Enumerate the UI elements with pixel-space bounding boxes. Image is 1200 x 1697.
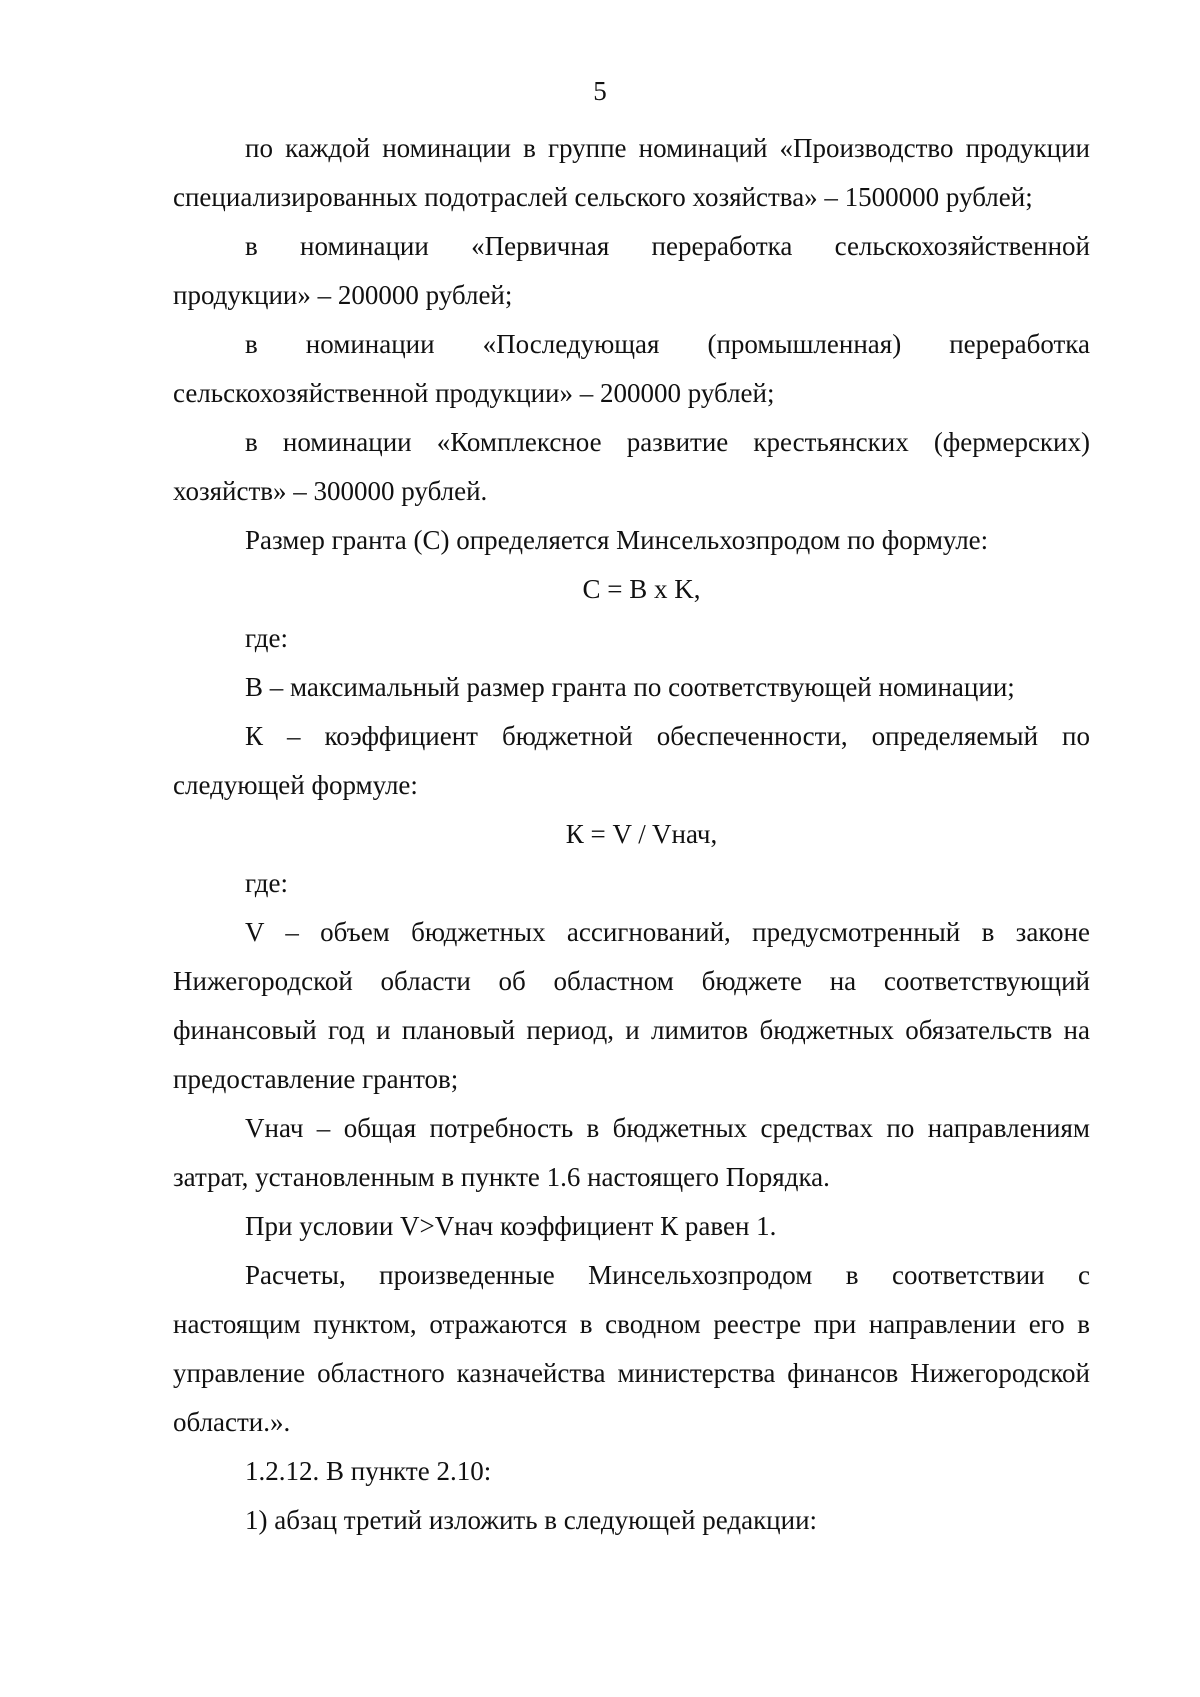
paragraph-nomination-primary-processing: в номинации «Первичная переработка сельскохозяйственной продукции» – 200000 рублей; bbox=[173, 231, 1090, 310]
page-number: 5 bbox=[593, 76, 607, 106]
paragraph-condition: При условии V>Vнач коэффициент К равен 1. bbox=[245, 1211, 777, 1241]
paragraph-nomination-production: по каждой номинации в группе номинаций «Производство продукции специализированных подотраслей сельского хозяйства» – 1500000 рублей; bbox=[173, 133, 1090, 212]
paragraph-definition-vnach: Vнач – общая потребность в бюджетных средствах по направлениям затрат, установленным в пункте 1.6 настоящего Порядка. bbox=[173, 1113, 1090, 1192]
formula-grant-size: C = B x K, bbox=[582, 574, 701, 604]
paragraph-definition-v: V – объем бюджетных ассигнований, предусмотренный в законе Нижегородской области об областном бюджете на соответствующий финансовый год и плановый период, и лимитов бюджетных обязательств на предоставление грантов; bbox=[173, 917, 1090, 1094]
formula-coefficient: К = V / Vнач, bbox=[565, 819, 718, 849]
paragraph-grant-size-intro: Размер гранта (С) определяется Минсельхозпродом по формуле: bbox=[245, 525, 989, 555]
paragraph-item-1: 1) абзац третий изложить в следующей редакции: bbox=[245, 1505, 818, 1535]
document-body bbox=[173, 124, 1090, 1545]
paragraph-definition-k: К – коэффициент бюджетной обеспеченности, определяемый по следующей формуле: bbox=[173, 721, 1090, 800]
paragraph-nomination-farm-development: в номинации «Комплексное развитие крестьянских (фермерских) хозяйств» – 300000 рублей. bbox=[173, 427, 1090, 506]
paragraph-where-1: где: bbox=[245, 623, 288, 653]
paragraph-where-2: где: bbox=[245, 868, 288, 898]
paragraph-nomination-industrial-processing: в номинации «Последующая (промышленная) переработка сельскохозяйственной продукции» – 200000 рублей; bbox=[173, 329, 1090, 408]
paragraph-clause-1-2-12: 1.2.12. В пункте 2.10: bbox=[245, 1456, 492, 1486]
paragraph-definition-b: В – максимальный размер гранта по соответствующей номинации; bbox=[245, 672, 1015, 702]
paragraph-calculations: Расчеты, произведенные Минсельхозпродом в соответствии с настоящим пунктом, отражаются в сводном реестре при направлении его в управление областного казначейства министерства финансов Нижегородской области.». bbox=[173, 1260, 1090, 1437]
